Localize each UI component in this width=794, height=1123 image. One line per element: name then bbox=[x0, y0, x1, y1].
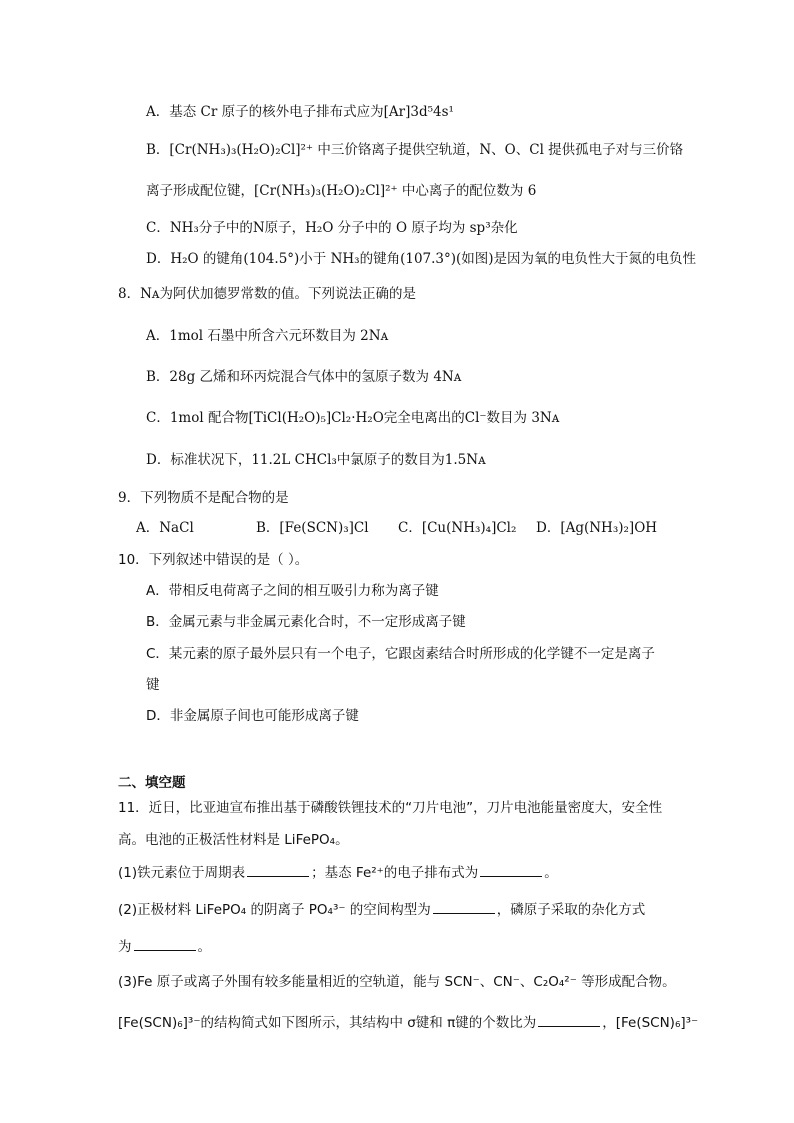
answer-blank[interactable] bbox=[247, 862, 309, 877]
q11-stem-line1: 11．近日，比亚迪宣布推出基于磷酸铁锂技术的“刀片电池”，刀片电池能量密度大，安全性 bbox=[118, 800, 663, 816]
q9-option-d: D．[Ag(NH₃)₂]OH bbox=[536, 520, 658, 536]
q11-part3-text-c: ，[Fe(SCN)₆]³⁻ bbox=[602, 1015, 699, 1031]
q11-part1 bbox=[118, 862, 558, 883]
q9-option-c: C．[Cu(NH₃)₄]Cl₂ bbox=[398, 520, 517, 536]
q11-part3-text-b: [Fe(SCN)₆]³⁻的结构简式如下图所示，其结构中 σ键和 π键的个数比为 bbox=[118, 1015, 537, 1031]
q11-part2-text-a: (2)正极材料 LiFePO₄ 的阴离子 PO₄³⁻ 的空间构型为 bbox=[118, 902, 431, 918]
answer-blank[interactable] bbox=[480, 862, 542, 877]
q11-part1-text-a: (1)铁元素位于周期表 bbox=[118, 865, 246, 881]
q11-part3-line1: (3)Fe 原子或离子外围有较多能量相近的空轨道，能与 SCN⁻、CN⁻、C₂O₄²⁻ 等形成配合物。 bbox=[118, 974, 676, 990]
q11-part2-text-c: 为 bbox=[118, 939, 132, 955]
q7-option-b-line2: 离子形成配位键，[Cr(NH₃)₃(H₂O)₂Cl]²⁺ 中心离子的配位数为 6 bbox=[146, 183, 537, 199]
q8-option-b: B．28g 乙烯和环丙烷混合气体中的氢原子数为 4Nᴀ bbox=[146, 369, 462, 385]
q10-option-b: B．金属元素与非金属元素化合时，不一定形成离子键 bbox=[146, 614, 466, 630]
q10-option-d: D．非金属原子间也可能形成离子键 bbox=[146, 708, 359, 724]
q11-part2-line2 bbox=[118, 936, 211, 957]
q7-option-c: C．NH₃分子中的N原子，H₂O 分子中的 O 原子均为 sp³杂化 bbox=[146, 220, 518, 236]
q11-part1-text-c: 。 bbox=[544, 865, 558, 881]
answer-blank[interactable] bbox=[134, 936, 196, 951]
q8-option-a: A．1mol 石墨中所含六元环数目为 2Nᴀ bbox=[146, 328, 389, 344]
q11-part3-line2 bbox=[118, 1012, 698, 1033]
answer-blank[interactable] bbox=[538, 1012, 600, 1027]
q8-stem: 8．Nᴀ为阿伏加德罗常数的值。下列说法正确的是 bbox=[118, 286, 417, 302]
q9-option-b: B．[Fe(SCN)₃]Cl bbox=[256, 520, 369, 536]
q7-option-a: A．基态 Cr 原子的核外电子排布式应为[Ar]3d⁵4s¹ bbox=[146, 104, 454, 120]
section-title: 二、填空题 bbox=[118, 775, 186, 791]
q10-option-a: A．带相反电荷离子之间的相互吸引力称为离子键 bbox=[146, 583, 439, 599]
q11-part2 bbox=[118, 899, 645, 920]
q11-part1-text-b: ；基态 Fe²⁺的电子排布式为 bbox=[311, 865, 479, 881]
q10-stem: 10．下列叙述中错误的是（ ）。 bbox=[118, 552, 309, 568]
answer-blank[interactable] bbox=[433, 899, 495, 914]
q11-stem-line2: 高。电池的正极活性材料是 LiFePO₄。 bbox=[118, 832, 349, 848]
q10-option-c-line2: 键 bbox=[146, 677, 160, 693]
q11-part2-text-b: ，磷原子采取的杂化方式 bbox=[496, 902, 646, 918]
q9-stem: 9．下列物质不是配合物的是 bbox=[118, 490, 289, 506]
q7-option-d: D．H₂O 的键角(104.5°)小于 NH₃的键角(107.3°)(如图)是因为氧的电负性大于氮的电负性 bbox=[146, 251, 697, 267]
q8-option-c: C．1mol 配合物[TiCl(H₂O)₅]Cl₂·H₂O完全电离出的Cl⁻数目为 3Nᴀ bbox=[146, 410, 560, 426]
q8-option-d: D．标准状况下，11.2L CHCl₃中氯原子的数目为1.5Nᴀ bbox=[146, 452, 486, 468]
q9-option-a: A．NaCl bbox=[136, 520, 194, 536]
q11-part2-text-d: 。 bbox=[197, 939, 211, 955]
q7-option-b-line1: B．[Cr(NH₃)₃(H₂O)₂Cl]²⁺ 中三价铬离子提供空轨道，N、O、Cl 提供孤电子对与三价铬 bbox=[146, 142, 684, 158]
q10-option-c-line1: C．某元素的原子最外层只有一个电子，它跟卤素结合时所形成的化学键不一定是离子 bbox=[146, 646, 655, 662]
